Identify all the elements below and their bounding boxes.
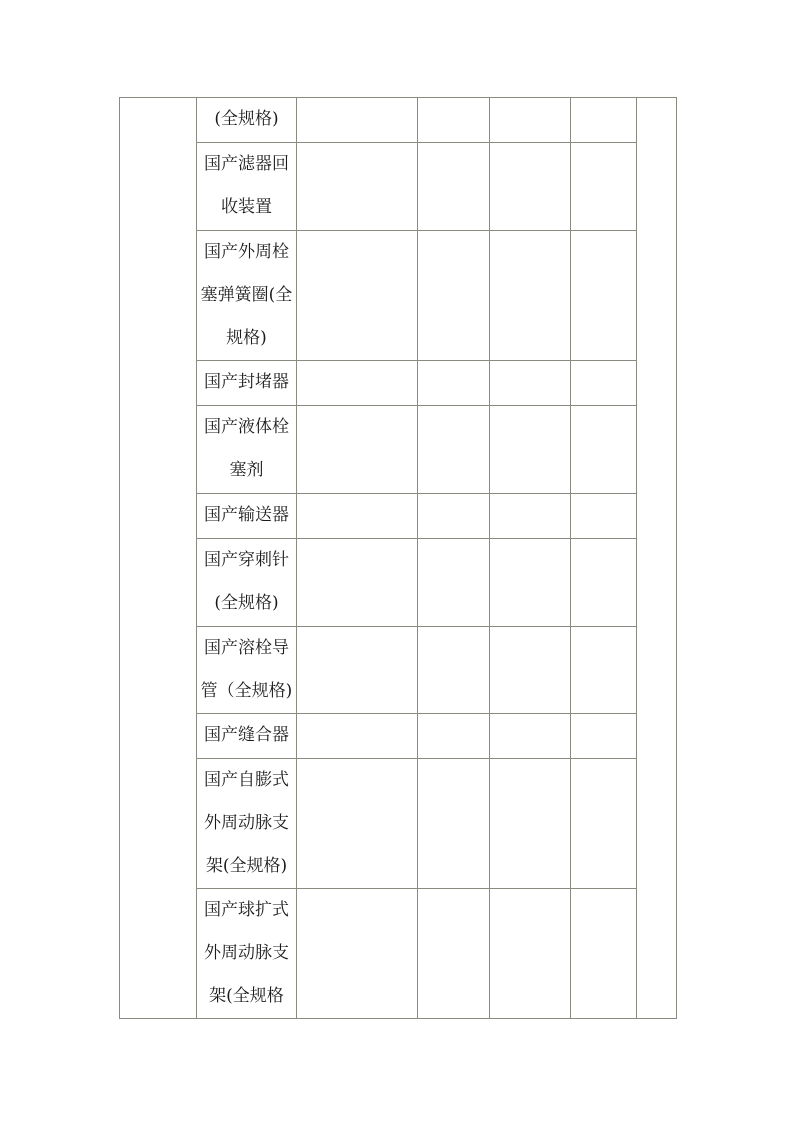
table-row (120, 714, 677, 759)
blank-cell (571, 539, 637, 627)
category-merged-cell (120, 98, 197, 1019)
blank-cell (571, 143, 637, 231)
blank-cell (490, 406, 571, 494)
blank-cell (571, 714, 637, 759)
blank-cell (571, 231, 637, 361)
table-row (120, 539, 677, 627)
blank-cell (418, 494, 490, 539)
blank-cell (571, 406, 637, 494)
blank-cell (418, 361, 490, 406)
table-row (120, 361, 677, 406)
table-row (120, 759, 677, 889)
product-name-cell: 国产自膨式 外周动脉支 架(全规格) (197, 759, 297, 889)
blank-cell (490, 627, 571, 714)
product-name-cell: 国产穿刺针 (全规格) (197, 539, 297, 627)
blank-cell (571, 627, 637, 714)
blank-cell (297, 231, 418, 361)
blank-cell (571, 361, 637, 406)
product-name-cell: (全规格) (197, 98, 297, 143)
product-name-cell: 国产液体栓 塞剂 (197, 406, 297, 494)
table-row (120, 98, 677, 143)
blank-cell (571, 494, 637, 539)
blank-cell (297, 539, 418, 627)
blank-cell (571, 98, 637, 143)
table-row (120, 627, 677, 714)
blank-cell (490, 889, 571, 1019)
blank-cell (297, 143, 418, 231)
blank-cell (418, 627, 490, 714)
blank-cell (490, 494, 571, 539)
blank-cell (418, 231, 490, 361)
blank-cell (418, 714, 490, 759)
blank-cell (571, 759, 637, 889)
blank-cell (490, 759, 571, 889)
product-table (119, 97, 677, 1019)
blank-cell (490, 539, 571, 627)
product-name-cell: 国产外周栓 塞弹簧圈(全 规格) (197, 231, 297, 361)
blank-cell (297, 494, 418, 539)
product-name-cell: 国产球扩式 外周动脉支 架(全规格 (197, 889, 297, 1019)
blank-cell (571, 889, 637, 1019)
table-row (120, 889, 677, 1019)
product-name-cell: 国产滤器回 收装置 (197, 143, 297, 231)
blank-cell (490, 98, 571, 143)
blank-cell (418, 539, 490, 627)
blank-cell (297, 627, 418, 714)
blank-cell (297, 98, 418, 143)
blank-cell (418, 143, 490, 231)
product-name-cell: 国产封堵器 (197, 361, 297, 406)
table-row (120, 231, 677, 361)
blank-cell (297, 406, 418, 494)
blank-cell (490, 231, 571, 361)
blank-cell (490, 143, 571, 231)
table-row (120, 494, 677, 539)
blank-cell (418, 98, 490, 143)
product-name-cell: 国产溶栓导 管（全规格) (197, 627, 297, 714)
blank-cell (297, 759, 418, 889)
blank-cell (418, 406, 490, 494)
blank-cell (490, 361, 571, 406)
blank-cell (490, 714, 571, 759)
table-row (120, 143, 677, 231)
blank-cell (297, 361, 418, 406)
product-name-cell: 国产输送器 (197, 494, 297, 539)
table-row (120, 406, 677, 494)
blank-cell (297, 889, 418, 1019)
product-name-cell: 国产缝合器 (197, 714, 297, 759)
blank-cell (418, 759, 490, 889)
blank-cell (418, 889, 490, 1019)
remarks-merged-cell (637, 98, 677, 1019)
blank-cell (297, 714, 418, 759)
